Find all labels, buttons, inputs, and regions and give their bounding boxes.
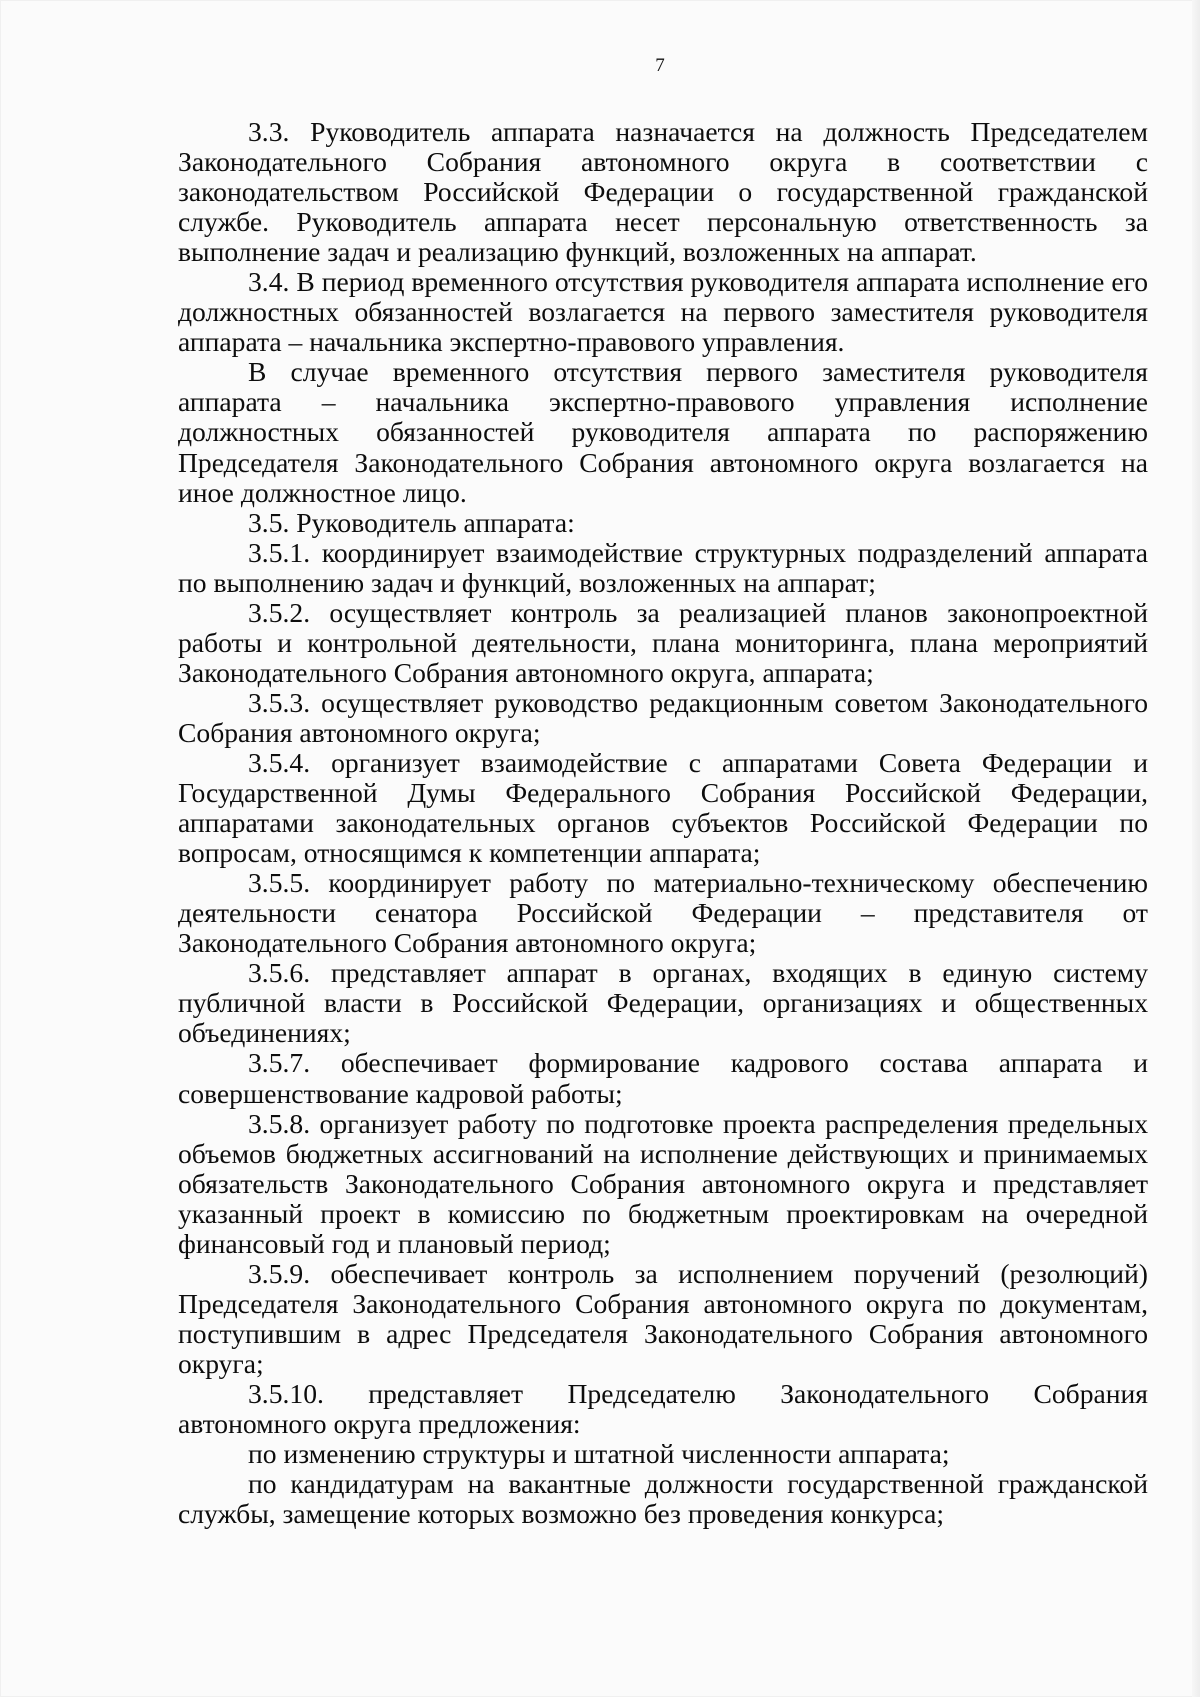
paragraph-3-5-8: 3.5.8. организует работу по подготовке проекта распределения предельных объемов бюджетных ассигнований на исполнение действующих и принимаемых обязательств Законодательного Собрания автономного округа и представляет указанный проект в комиссию по бюджетным проектировкам на очередной финансовый год и плановый период; [178,1107,1148,1259]
paragraph-3-5-9: 3.5.9. обеспечивает контроль за исполнением поручений (резолюций) Председателя Законодательного Собрания автономного округа по документам, поступившим в адрес Председателя Законодательного Собрания автономного округа; [178,1257,1148,1379]
paragraph-3-5-2: 3.5.2. осуществляет контроль за реализацией планов законопроектной работы и контрольной деятельности, плана мониторинга, плана мероприятий Законодательного Собрания автономного округа, аппарата; [178,596,1148,688]
paragraph-3-5-6: 3.5.6. представляет аппарат в органах, входящих в единую систему публичной власти в Российской Федерации, организациях и общественных объединениях; [178,957,1148,1049]
paragraph-3-4-absence: В случае временного отсутствия первого заместителя руководителя аппарата – начальника экспертно-правового управления исполнение должностных обязанностей руководителя аппарата по распоряжению Председателя Законодательного Собрания автономного округа возлагается на иное должностное лицо. [178,356,1148,508]
document-body [178,117,1148,1529]
paragraph-structure-proposal: по изменению структуры и штатной численности аппарата; [248,1438,950,1470]
paragraph-3-5-5: 3.5.5. координирует работу по материально-техническому обеспечению деятельности сенатора Российской Федерации – представителя от Законодательного Собрания автономного округа; [178,867,1148,959]
scan-edge-shadow [1192,0,1200,1697]
paragraph-vacancy-proposal: по кандидатурам на вакантные должности государственной гражданской службы, замещение которых возможно без проведения конкурса; [178,1468,1148,1530]
paragraph-3-5-1: 3.5.1. координирует взаимодействие структурных подразделений аппарата по выполнению задач и функций, возложенных на аппарат; [178,536,1148,598]
paragraph-3-5-3: 3.5.3. осуществляет руководство редакционным советом Законодательного Собрания автономного округа; [178,686,1148,748]
paragraph-3-5: 3.5. Руководитель аппарата: [248,506,575,538]
paragraph-3-5-7: 3.5.7. обеспечивает формирование кадрового состава аппарата и совершенствование кадровой работы; [178,1047,1148,1109]
page-number: 7 [655,55,665,76]
paragraph-3-3: 3.3. Руководитель аппарата назначается на должность Председателем Законодательного Собрания автономного округа в соответствии с законодательством Российской Федерации о государственной гражданской службе. Руководитель аппарата несет персональную ответственность за выполнение задач и реализацию функций, возложенных на аппарат. [178,116,1148,268]
paragraph-3-5-4: 3.5.4. организует взаимодействие с аппаратами Совета Федерации и Государственной Думы Федерального Собрания Российской Федерации, аппаратами законодательных органов субъектов Российской Федерации по вопросам, относящимся к компетенции аппарата; [178,746,1148,869]
paragraph-3-5-10: 3.5.10. представляет Председателю Законодательного Собрания автономного округа предложения: [178,1377,1148,1440]
paragraph-3-4: 3.4. В период временного отсутствия руководителя аппарата исполнение его должностных обязанностей возлагается на первого заместителя руководителя аппарата – начальника экспертно-правового управления. [178,266,1148,358]
